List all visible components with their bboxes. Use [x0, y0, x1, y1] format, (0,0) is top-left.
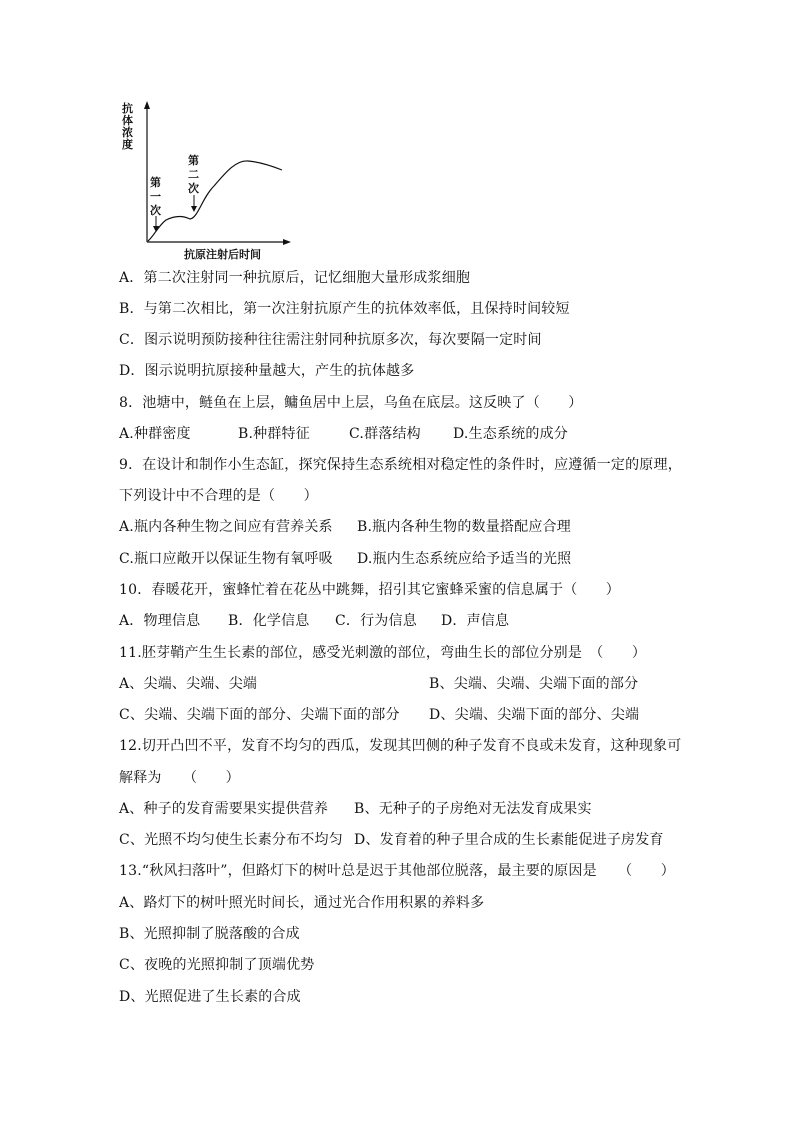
- y-axis-label: [122, 101, 133, 151]
- y-label-char: 浓: [122, 126, 133, 139]
- q12-option-d: D、发育着的种子里合成的生长素能促进子房发育: [354, 832, 664, 848]
- q12-stem-2: 解释为 （ ）: [119, 770, 240, 786]
- q8-option-c: C.群落结构: [349, 426, 421, 442]
- q7-option-d: D．图示说明抗原接种量越大，产生的抗体越多: [119, 363, 415, 379]
- down-arrow-icon: [191, 206, 197, 212]
- q7-option-c: C．图示说明预防接种往往需注射同种抗原多次，每次要隔一定时间: [119, 332, 542, 348]
- y-label-char: 体: [122, 114, 133, 127]
- q9-stem-1: 9．在设计和制作小生态缸，探究保持生态系统相对稳定性的条件时，应遵循一定的原理，: [119, 457, 682, 473]
- second-injection-label-char: 次: [188, 182, 199, 195]
- q9-option-c: C.瓶口应敞开以保证生物有氧呼吸: [119, 551, 333, 567]
- x-axis-label: 抗原注射后时间: [184, 248, 261, 260]
- first-injection-label-char: 一: [150, 190, 161, 203]
- q11-option-b: B、尖端、尖端、尖端下面的部分: [429, 676, 639, 692]
- antibody-curve: [148, 161, 282, 241]
- y-label-char: 抗: [122, 102, 133, 115]
- q9-option-b: B.瓶内各种生物的数量搭配应合理: [357, 519, 571, 535]
- q13-option-d: D、光照促进了生长素的合成: [119, 989, 301, 1005]
- q12-option-b: B、无种子的子房绝对无法发育成果实: [354, 801, 592, 817]
- second-injection-label-char: 二: [188, 168, 199, 181]
- q10-option-b: B．化学信息: [228, 613, 310, 629]
- q11-stem: 11.胚芽鞘产生生长素的部位，感受光刺激的部位，弯曲生长的部位分别是 （ ）: [119, 645, 647, 661]
- second-injection-label-char: 第: [188, 154, 199, 167]
- q9-option-d: D.瓶内生态系统应给予适当的光照: [357, 551, 572, 567]
- q11-option-a: A、尖端、尖端、尖端: [119, 676, 258, 692]
- q13-option-c: C、夜晚的光照抑制了顶端优势: [119, 957, 315, 973]
- q7-option-b: B．与第二次相比，第一次注射抗原产生的抗体效率低，且保持时间较短: [119, 301, 570, 317]
- q10-stem: 10．春暖花开，蜜蜂忙着在花丛中跳舞，招引其它蜜蜂采蜜的信息属于（ ）: [119, 582, 621, 598]
- q8-stem: 8．池塘中，鲢鱼在上层，鳙鱼居中上层，乌鱼在底层。这反映了（ ）: [119, 395, 583, 411]
- q9-option-a: A.瓶内各种生物之间应有营养关系: [119, 519, 333, 535]
- q11-option-c: C、尖端、尖端下面的部分、尖端下面的部分: [119, 707, 400, 723]
- q9-stem-2: 下列设计中不合理的是（ ）: [119, 488, 318, 504]
- first-injection-label-char: 第: [150, 176, 161, 189]
- q10-option-c: C．行为信息: [335, 613, 417, 629]
- q12-option-a: A、种子的发育需要果实提供营养: [119, 801, 329, 817]
- q8-option-d: D.生态系统的成分: [453, 426, 568, 442]
- q13-option-a: A、路灯下的树叶照光时间长，通过光合作用积累的养料多: [119, 895, 485, 911]
- q12-stem-1: 12.切开凸凹不平，发育不均匀的西瓜，发现其凹侧的种子发育不良或未发育，这种现象可: [119, 738, 682, 754]
- y-axis-arrow: [144, 101, 150, 109]
- q7-option-a: A．第二次注射同一种抗原后，记忆细胞大量形成浆细胞: [119, 270, 471, 286]
- q12-option-c: C、光照不均匀使生长素分布不均匀: [119, 832, 343, 848]
- q11-option-d: D、尖端、尖端下面的部分、尖端: [429, 707, 640, 723]
- q13-option-b: B、光照抑制了脱落酸的合成: [119, 926, 300, 942]
- q8-option-b: B.种群特征: [238, 426, 310, 442]
- x-axis-arrow: [283, 239, 291, 245]
- q10-option-a: A．物理信息: [119, 613, 201, 629]
- antibody-concentration-figure: [118, 98, 298, 260]
- first-injection-marker: [150, 175, 161, 232]
- second-injection-marker: [188, 153, 199, 212]
- q13-stem: 13.“秋风扫落叶”，但路灯下的树叶总是迟于其他部位脱落，最主要的原因是 （ ）: [119, 863, 675, 879]
- first-injection-label-char: 次: [150, 204, 161, 217]
- y-label-char: 度: [122, 138, 133, 151]
- q10-option-d: D．声信息: [441, 613, 510, 629]
- q8-option-a: A.种群密度: [119, 426, 191, 442]
